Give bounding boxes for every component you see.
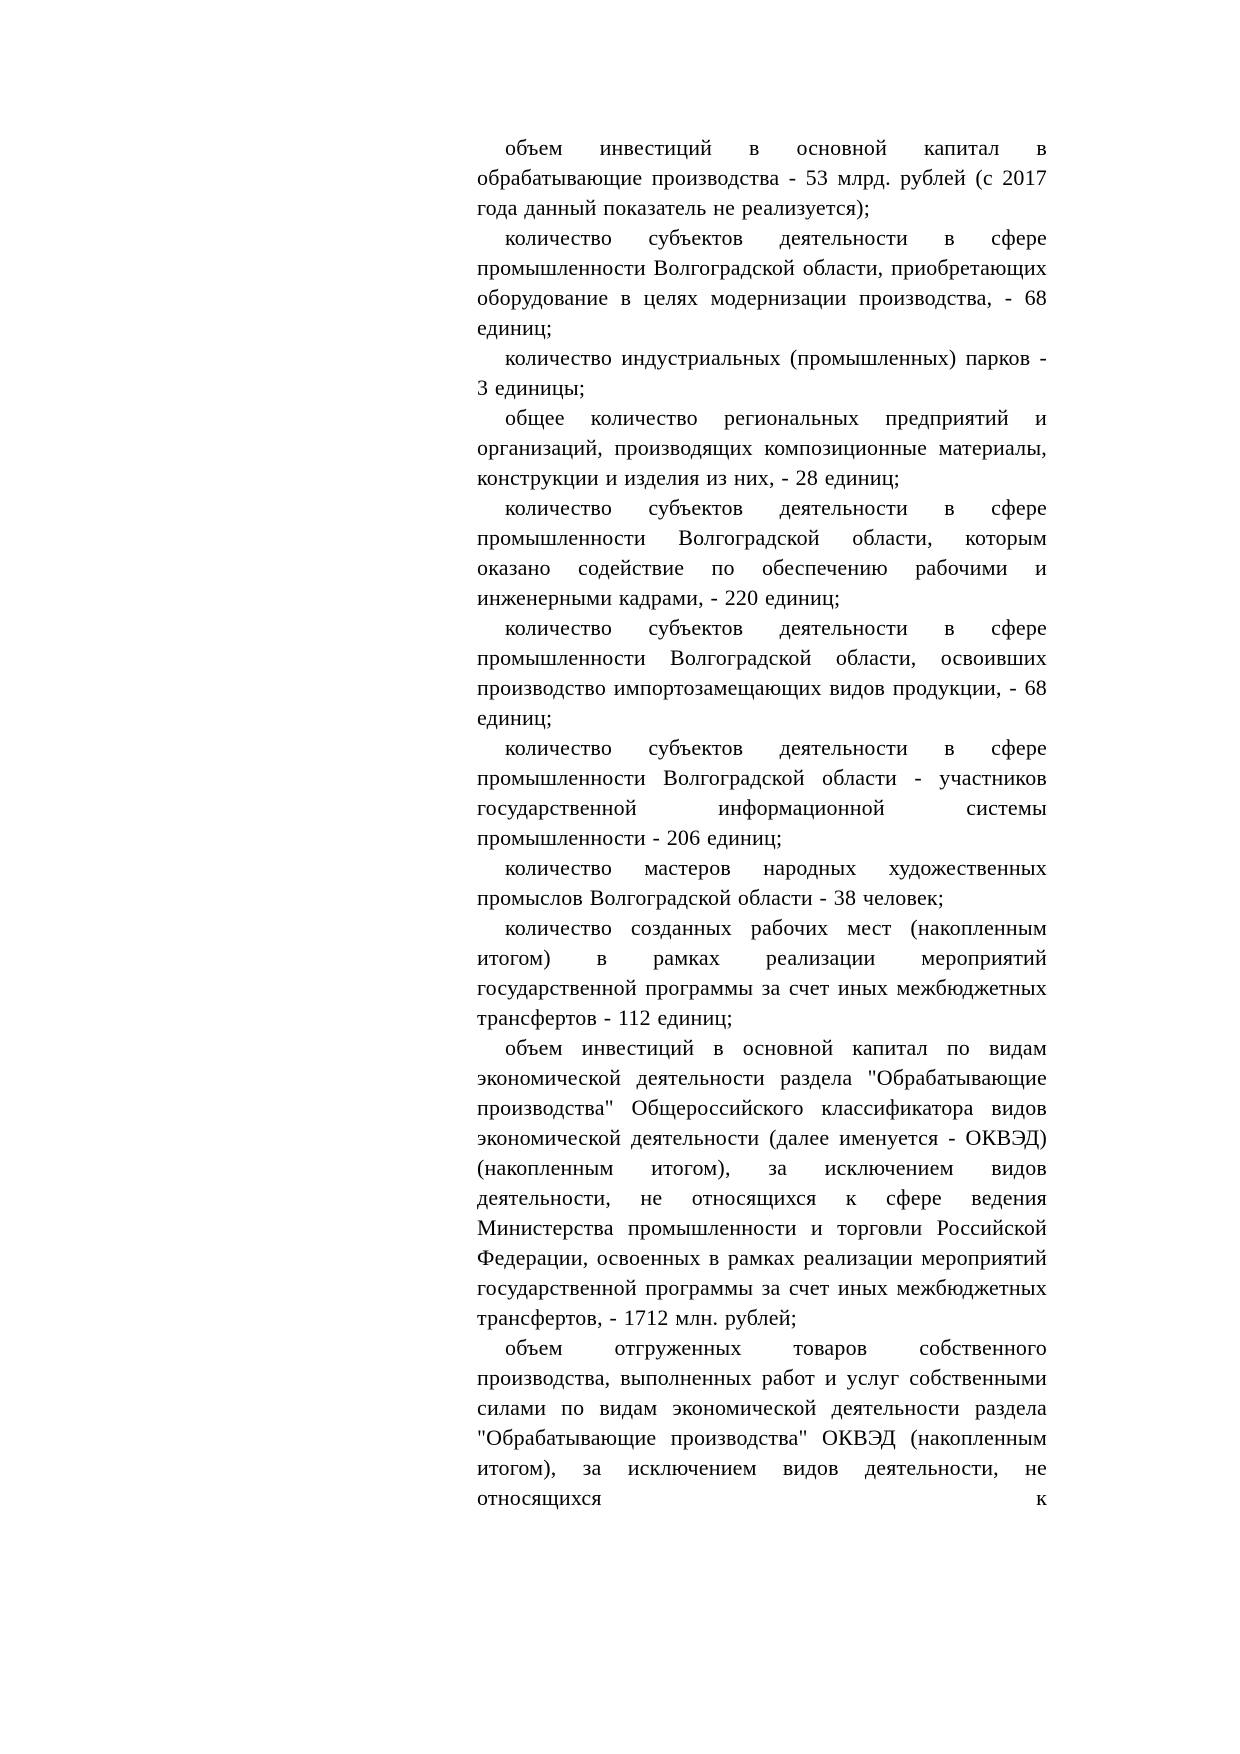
document-text-column: [477, 133, 1047, 1513]
paragraph-folk-craft-masters-count: количество мастеров народных художественных промыслов Волгоградской области - 38 человек;: [477, 855, 1047, 910]
paragraph-investment-volume: объем инвестиций в основной капитал в обрабатывающие производства - 53 млрд. рублей (с 2017 года данный показатель не реализуется);: [477, 135, 1047, 220]
paragraph-equipment-modernization-count: количество субъектов деятельности в сфере промышленности Волгоградской области, приобретающих оборудование в целях модернизации производства, - 68 единиц;: [477, 225, 1047, 340]
paragraph-import-substitution-count: количество субъектов деятельности в сфере промышленности Волгоградской области, освоивших производство импортозамещающих видов продукции, - 68 единиц;: [477, 615, 1047, 730]
paragraph-staffing-assistance-count: количество субъектов деятельности в сфере промышленности Волгоградской области, которым оказано содействие по обеспечению рабочими и инженерными кадрами, - 220 единиц;: [477, 495, 1047, 610]
paragraph-composite-producers-count: общее количество региональных предприятий и организаций, производящих композиционные материалы, конструкции и изделия из них, - 28 единиц;: [477, 405, 1047, 490]
paragraph-gis-participants-count: количество субъектов деятельности в сфере промышленности Волгоградской области - участников государственной информационной системы промышленности - 206 единиц;: [477, 735, 1047, 850]
paragraph-jobs-created-count: количество созданных рабочих мест (накопленным итогом) в рамках реализации мероприятий государственной программы за счет иных межбюджетных трансфертов - 112 единиц;: [477, 915, 1047, 1030]
paragraph-shipped-goods-volume: объем отгруженных товаров собственного производства, выполненных работ и услуг собственными силами по видам экономической деятельности раздела "Обрабатывающие производства" ОКВЭД (накопленным итогом), за исключением видов деятельности, не относящихся к: [477, 1335, 1047, 1510]
paragraph-okved-investment-volume: объем инвестиций в основной капитал по видам экономической деятельности раздела "Обрабатывающие производства" Общероссийского классификатора видов экономической деятельности (далее именуется - ОКВЭД) (накопленным итогом), за исключением видов деятельности, не относящихся к сфере ведения Министерства промышленности и торговли Российской Федерации, освоенных в рамках реализации мероприятий государственной программы за счет иных межбюджетных трансфертов, - 1712 млн. рублей;: [477, 1035, 1047, 1330]
paragraph-industrial-parks-count: количество индустриальных (промышленных) парков - 3 единицы;: [477, 345, 1047, 400]
